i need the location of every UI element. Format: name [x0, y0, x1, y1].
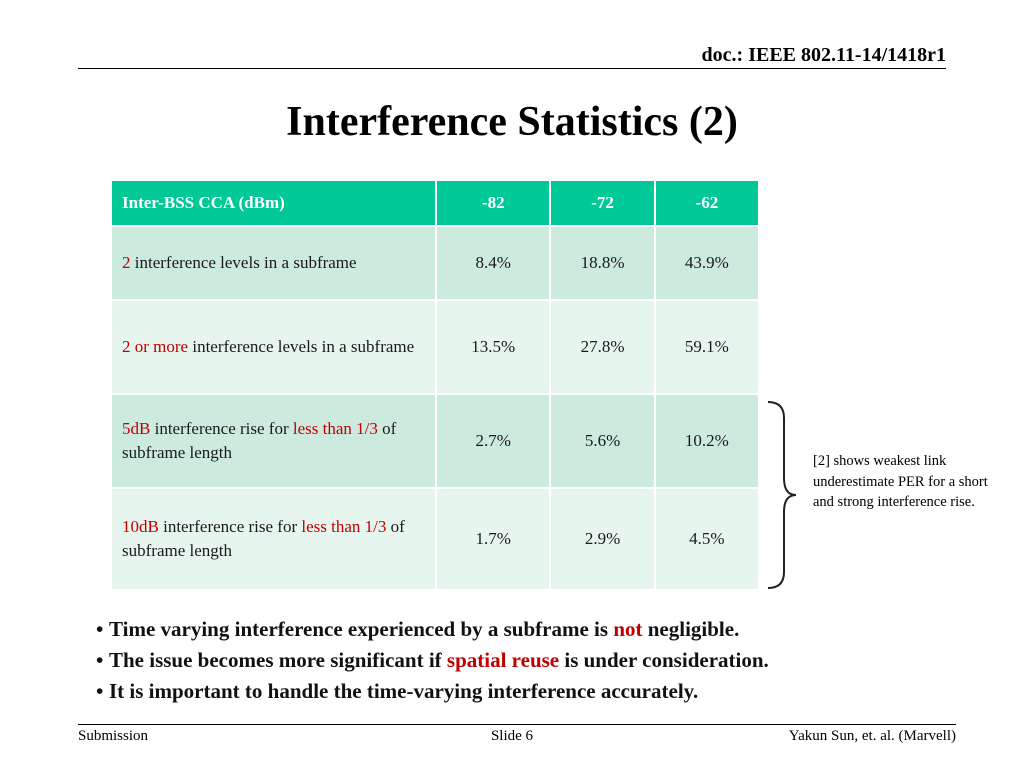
row-label: [111, 394, 436, 488]
bullet-text: The issue becomes more significant if: [109, 648, 447, 672]
table-header-row: [111, 180, 759, 226]
value-cell: 2.7%: [436, 394, 550, 488]
value-cell: 1.7%: [436, 488, 550, 590]
side-note: [2] shows weakest link underestimate PER for a short and strong interference rise.: [813, 453, 988, 510]
value-cell: 59.1%: [655, 300, 759, 394]
bullet-dot: •: [96, 617, 104, 641]
bullet-text: negligible.: [642, 617, 740, 641]
bullet-text: Time varying interference experienced by a subframe is: [109, 617, 614, 641]
row-label: [111, 300, 436, 394]
bullet-text: is under consideration.: [559, 648, 769, 672]
value-cell: 27.8%: [550, 300, 654, 394]
bullet-item: [96, 614, 769, 645]
bullet-text: It is important to handle the time-varying interference accurately.: [109, 679, 699, 703]
value-cell: 5.6%: [550, 394, 654, 488]
table-row: [111, 394, 759, 488]
bullet-highlight: not: [613, 617, 643, 641]
value-cell: 13.5%: [436, 300, 550, 394]
value-cell: 2.9%: [550, 488, 654, 590]
label-text: interference rise for: [150, 419, 293, 438]
table-row: [111, 300, 759, 394]
value-cell: 4.5%: [655, 488, 759, 590]
header-cell-cca-62: -62: [655, 180, 759, 226]
bullet-highlight: spatial reuse: [446, 648, 560, 672]
doc-id: doc.: IEEE 802.11-14/1418r1: [701, 44, 946, 66]
row-label: [111, 226, 436, 300]
value-cell: 18.8%: [550, 226, 654, 300]
footer-divider: [78, 724, 956, 725]
header-cell-label: Inter-BSS CCA (dBm): [111, 180, 436, 226]
footer-slide-number: Slide 6: [490, 728, 534, 744]
label-text: interference levels in a subframe: [188, 337, 415, 356]
value-cell: 43.9%: [655, 226, 759, 300]
label-highlight: 10dB: [122, 517, 159, 536]
label-highlight: 2: [122, 253, 131, 272]
header-cell-cca-82: -82: [436, 180, 550, 226]
value-cell: 8.4%: [436, 226, 550, 300]
label-highlight: 2 or more: [122, 337, 189, 356]
header-cell-cca-72: -72: [550, 180, 654, 226]
table-row: [111, 488, 759, 590]
footer-author: Yakun Sun, et. al. (Marvell): [788, 728, 956, 744]
label-highlight: 5dB: [122, 419, 151, 438]
label-text: interference levels in a subframe: [130, 253, 357, 272]
label-text: of subframe length: [122, 517, 405, 560]
interference-table: [110, 179, 760, 591]
label-highlight: less than 1/3: [292, 419, 378, 438]
right-brace-icon: [764, 400, 800, 590]
label-text: of subframe length: [122, 419, 397, 462]
row-label: [111, 488, 436, 590]
label-highlight: less than 1/3: [301, 517, 387, 536]
header-divider: [78, 68, 946, 69]
bullet-dot: •: [96, 648, 104, 672]
slide-title: Interference Statistics (2): [286, 99, 738, 145]
bullet-item: [96, 676, 769, 707]
table-row: [111, 226, 759, 300]
footer-submission: Submission: [78, 728, 149, 744]
bullet-list: [96, 614, 769, 707]
label-text: interference rise for: [158, 517, 302, 536]
value-cell: 10.2%: [655, 394, 759, 488]
bullet-dot: •: [96, 679, 104, 703]
bullet-item: [96, 645, 769, 676]
